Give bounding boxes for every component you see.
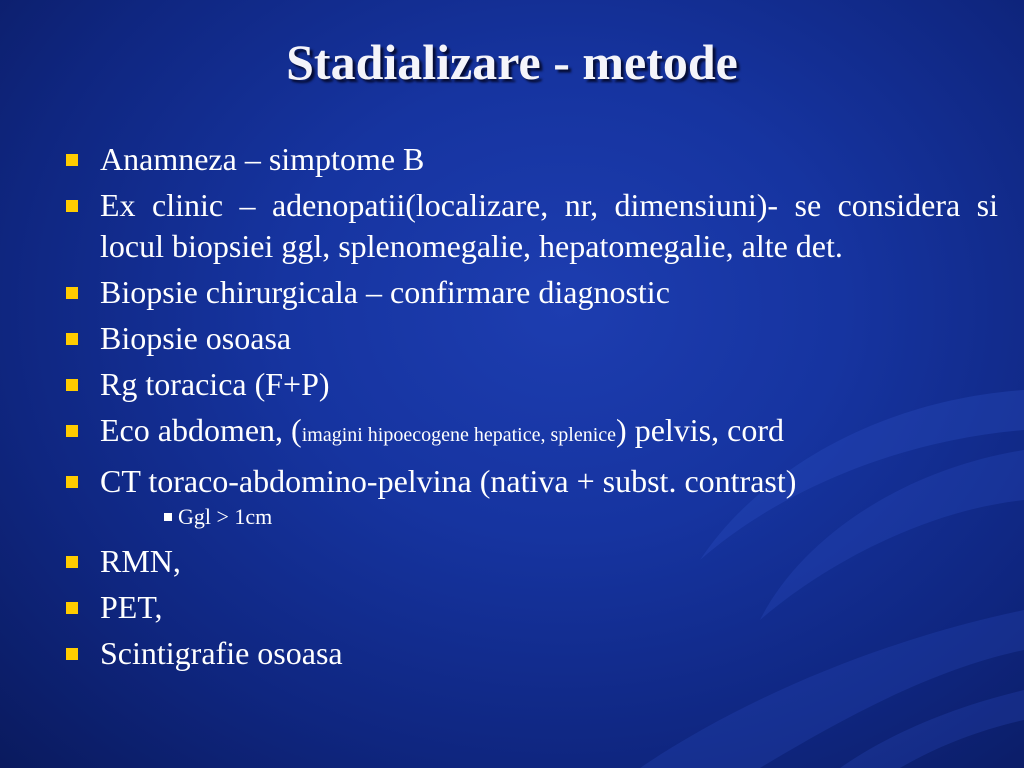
- bullet-item-biopsie-osoasa: [62, 318, 998, 359]
- square-bullet-icon: [66, 602, 78, 614]
- bullet-item-anamneza: [62, 139, 998, 180]
- bullet-text-post: ) pelvis, cord: [616, 412, 784, 448]
- bullet-text-small: imagini hipoecogene hepatice, splenice: [301, 424, 617, 446]
- square-sub-bullet-icon: [164, 513, 172, 521]
- bullet-item-rmn: [62, 541, 998, 582]
- square-bullet-icon: [66, 556, 78, 568]
- slide-title: Stadializare - metode: [286, 34, 738, 90]
- square-bullet-icon: [66, 200, 78, 212]
- bullet-item-scintigrafie: [62, 633, 998, 674]
- bullet-text: Rg toracica (F+P): [100, 366, 330, 402]
- bullet-item-rg-toracica: [62, 364, 998, 405]
- square-bullet-icon: [66, 333, 78, 345]
- bullet-text: RMN,: [100, 543, 181, 579]
- bullet-text: Biopsie osoasa: [100, 320, 292, 356]
- bullet-text-pre: Eco abdomen, (: [100, 412, 302, 448]
- bullet-item-biopsie-chirurgicala: [62, 272, 998, 313]
- bullet-text: CT toraco-abdomino-pelvina (nativa + subst. contrast): [100, 463, 797, 499]
- square-bullet-icon: [66, 287, 78, 299]
- square-bullet-icon: [66, 425, 78, 437]
- bullet-list: [62, 139, 998, 679]
- bullet-text: Anamneza – simptome B: [100, 141, 425, 177]
- bullet-text: Biopsie chirurgicala – confirmare diagnostic: [100, 274, 670, 310]
- square-bullet-icon: [66, 154, 78, 166]
- square-bullet-icon: [66, 648, 78, 660]
- square-bullet-icon: [66, 476, 78, 488]
- bullet-item-ct: [62, 461, 998, 502]
- bullet-item-ex-clinic: [62, 185, 998, 267]
- bullet-item-pet: [62, 587, 998, 628]
- bullet-item-eco-abdomen: [62, 410, 998, 456]
- square-bullet-icon: [66, 379, 78, 391]
- bullet-text: Ex clinic – adenopatii(localizare, nr, dimensiuni)- se considera si locul biopsiei ggl, splenomegalie, hepatomegalie, alte det.: [100, 187, 998, 264]
- bullet-text: PET,: [100, 589, 163, 625]
- sub-bullet-text: Ggl > 1cm: [178, 504, 273, 529]
- bullet-text: Scintigrafie osoasa: [100, 635, 343, 671]
- sub-bullet-item-ggl: [62, 503, 998, 531]
